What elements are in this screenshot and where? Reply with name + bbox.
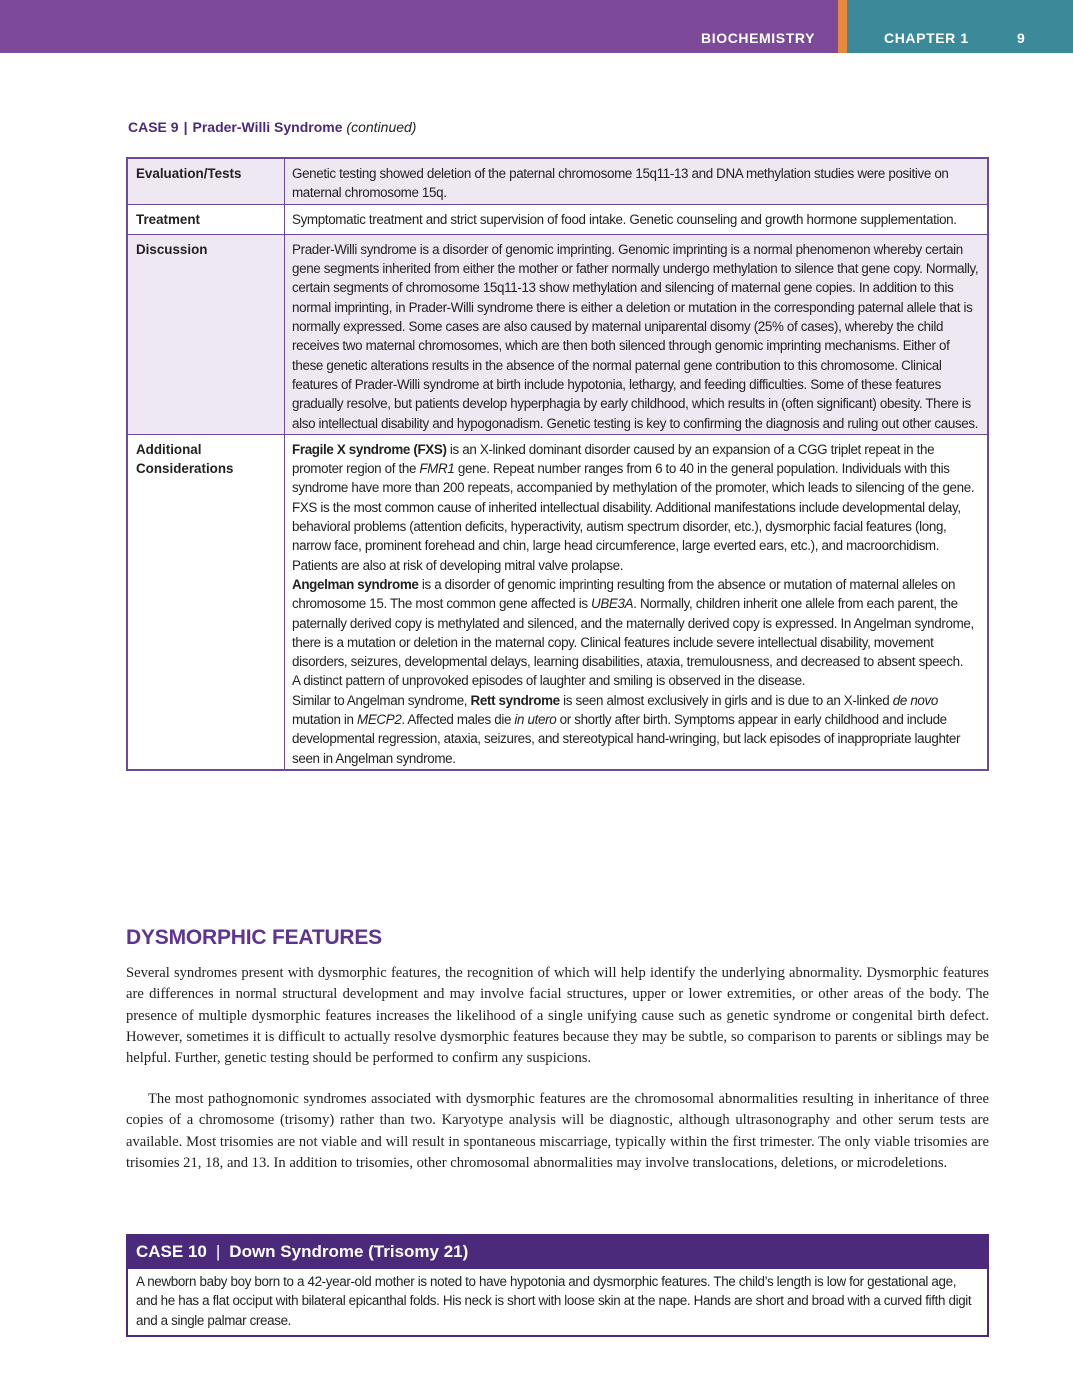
case10-number: CASE 10 <box>136 1242 207 1261</box>
case10-header <box>128 1236 987 1269</box>
angelman-laughter-line: A distinct pattern of unprovoked episodes of laughter and smiling is observed in the disease. <box>292 673 806 689</box>
rett-text: mutation in <box>292 712 358 728</box>
rett-text: or shortly after birth. Symptoms appear in early childhood and include developmental regression, ataxia, seizures, and stereotypical hand-wringing, but lack episodes of inappropriate laughter seen in Angelman syndrome. <box>292 712 961 766</box>
header-chapter-label: CHAPTER 1 <box>884 30 969 46</box>
case10-box <box>126 1234 989 1337</box>
case9-number: CASE 9 <box>128 119 179 135</box>
section-heading: DYSMORPHIC FEATURES <box>126 926 382 949</box>
table-row-evaluation <box>128 159 987 204</box>
rett-gene: MECP2 <box>357 712 402 728</box>
rett-text: . Affected males die <box>401 712 515 728</box>
body-paragraph-2: The most pathognomonic syndromes associated with dysmorphic features are the chromosomal abnormalities resulting in inheritance of three copies of a chromosome (trisomy) rather than two. Karyotype analysis will be diagnostic, although ultrasonography and other serum tests are available. Most trisomies are not viable and will result in spontaneous miscarriage, typically within the first trimester. The only viable trisomies are trisomies 21, 18, and 13. In addition to trisomies, other chromosomal abnormalities may involve translocations, deletions, or microdeletions. <box>126 1091 989 1171</box>
rett-paragraph <box>292 691 979 768</box>
fxs-term: Fragile X syndrome (FXS) <box>292 441 447 457</box>
row-heading: Evaluation/Tests <box>128 159 285 204</box>
fxs-text: is an X-linked dominant disorder caused by an expansion of a CGG triplet repeat in the promoter region of the <box>292 441 935 477</box>
table-row-discussion <box>128 234 987 434</box>
row-content: Symptomatic treatment and strict supervision of food intake. Genetic counseling and growth hormone supplementation. <box>292 211 957 227</box>
row-content: Prader-Willi syndrome is a disorder of genomic imprinting. Genomic imprinting is a normal phenomenon whereby certain gene segments inherited from either the mother or father normally undergo methylation to silence that gene copy. Normally, certain segments of chromosome 15q11-13 show methylation and silencing of maternal gene copies. In addition to this normal imprinting, in Prader-Willi syndrome there is either a deletion or mutation in the corresponding paternal allele that is normally expressed. Some cases are also caused by maternal uniparental disomy (25% of cases), whereby the child receives two maternal chromosomes, which are then both silenced through genomic imprinting mechanisms. Either of these genetic alterations results in the absence of the normal paternal gene contribution to this chromosome. Clinical features of Prader-Willi syndrome at birth include hypotonia, lethargy, and feeding difficulties. Some of these features gradually resolve, but patients develop hyperphagia by early childhood, which results in (often significant) obesity. There is also intellectual disability and hypogonadism. Genetic testing is key to confirming the diagnosis and ruling out other causes. <box>292 241 979 431</box>
row-content: Genetic testing showed deletion of the paternal chromosome 15q11-13 and DNA methylation studies were positive on maternal chromosome 15q. <box>292 166 949 201</box>
rett-text: Similar to Angelman syndrome, <box>292 692 471 708</box>
table-row-treatment <box>128 204 987 234</box>
row-heading-line1: Additional <box>136 441 202 457</box>
case10-description: A newborn baby boy born to a 42-year-old mother is noted to have hypotonia and dysmorphic features. The child’s length is low for gestational age, and he has a flat occiput with bilateral epicanthal folds. His neck is short with loose skin at the nape. Hands are short and broad with a curved fifth digit and a single palmar crease. <box>136 1274 972 1328</box>
case9-label <box>128 119 416 135</box>
case9-table <box>126 157 989 771</box>
rett-text: is seen almost exclusively in girls and is due to an X-linked <box>559 692 893 708</box>
header-orange-divider <box>838 0 847 53</box>
fxs-gene: FMR1 <box>419 461 455 477</box>
angelman-text: is a disorder of genomic imprinting resulting from the absence or mutation of maternal alleles on chromosome 15. The most common gene affected is <box>292 576 956 612</box>
row-heading: Treatment <box>128 205 285 234</box>
page-header <box>0 0 1073 53</box>
angelman-paragraph <box>292 575 979 671</box>
angelman-term: Angelman syndrome <box>292 576 419 592</box>
rett-denovo: de novo <box>892 692 938 708</box>
fxs-text: gene. Repeat number ranges from 6 to 40 in the general population. Individuals with this syndrome have more than 200 repeats, accompanied by methylation of the promoter, which leads to silencing of the gene. FXS is the most common cause of inherited intellectual disability. Additional manifestations include developmental delay, behavioral problems (attention deficits, hyperactivity, autism spectrum disorder, etc.), dysmorphic facial features (long, narrow face, prominent forehead and chin, large head circumference, large everted ears, etc.), and macroorchidism. Patients are also at risk of developing mitral valve prolapse. <box>292 461 975 573</box>
body-paragraph-1: Several syndromes present with dysmorphic features, the recognition of which will help identify the underlying abnormality. Dysmorphic features are differences in normal structural development and may involve facial structures, upper or lower extremities, or other areas of the body. The presence of multiple dysmorphic features increases the likelihood of a single unifying cause such as genetic syndrome or congenital birth defect. However, sometimes it is difficult to actually resolve dysmorphic features because they may be subtle, so comparison to parents or siblings may be helpful. Further, genetic testing should be performed to confirm any suspicions. <box>126 965 989 1067</box>
case9-continued: (continued) <box>346 119 417 135</box>
case10-title: Down Syndrome (Trisomy 21) <box>229 1242 469 1261</box>
row-heading-line2: Considerations <box>136 461 234 477</box>
table-row-additional <box>128 434 987 769</box>
page-number: 9 <box>1017 30 1026 46</box>
header-section-title: BIOCHEMISTRY <box>701 30 816 46</box>
rett-term: Rett syndrome <box>470 692 560 708</box>
row-content <box>285 435 987 769</box>
case9-separator: | <box>183 119 188 135</box>
case9-title: Prader-Willi Syndrome <box>192 119 343 135</box>
angelman-gene: UBE3A <box>591 596 634 612</box>
fxs-paragraph <box>292 440 979 575</box>
angelman-text: . Normally, children inherit one allele from each parent, the paternally derived copy is methylated and silenced, and the maternally derived copy is expressed. In Angelman syndrome, there is a mutation or deletion in the maternal copy. Clinical features include severe intellectual disability, movement disorders, seizures, developmental delays, learning disabilities, ataxia, tremulousness, and decreased to absent speech. <box>292 596 974 670</box>
case10-separator: | <box>215 1242 221 1261</box>
rett-inutero: in utero <box>514 712 557 728</box>
row-heading: Discussion <box>128 235 285 434</box>
row-heading <box>128 435 285 769</box>
